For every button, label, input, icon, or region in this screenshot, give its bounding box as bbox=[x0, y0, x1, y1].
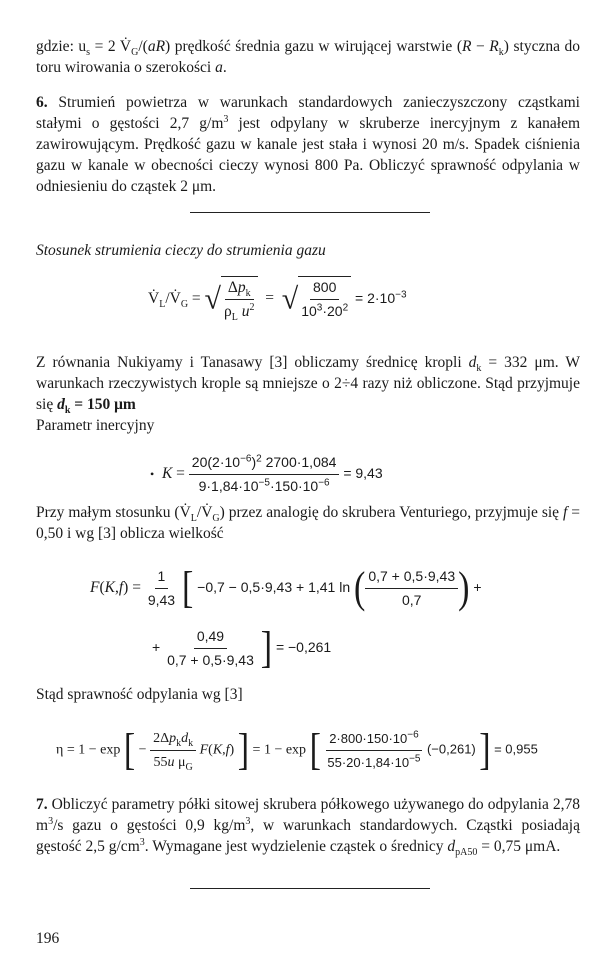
eq2-result: = 9,43 bbox=[343, 465, 383, 482]
eq1-lhs: $V̇_L/V̇_G$ = bbox=[148, 289, 201, 310]
eq3-pre-den: 9,43 bbox=[147, 592, 176, 608]
eq2-den: $9\cdot 1,84\cdot 10^{-5}\cdot 150\cdot 10^{-6}$ bbox=[198, 477, 330, 494]
eq4-fval: (−0,261) bbox=[426, 741, 476, 757]
eq2-num: $20(2\cdot 10^{-6})^2$ 2700·1,084 bbox=[189, 452, 340, 475]
eq1-num2: 800 bbox=[310, 277, 339, 300]
eq3-result: = −0,261 bbox=[275, 639, 332, 656]
equation-inertial-parameter bbox=[150, 452, 383, 497]
eq4-minus: − bbox=[138, 742, 147, 758]
heading-ratio bbox=[36, 240, 580, 261]
paragraph-nukiyama bbox=[36, 352, 580, 436]
right-paren-icon: ) bbox=[458, 563, 470, 612]
equation-function-line-2 bbox=[152, 623, 332, 672]
eq4-num1: $2\Delta p_kd_k$ bbox=[150, 728, 196, 751]
right-bracket-icon: ] bbox=[237, 725, 250, 774]
eq4-result: = 0,955 bbox=[494, 741, 538, 757]
left-paren-icon: ( bbox=[354, 563, 366, 612]
inertial-parameter-label: Parametr inercyjny bbox=[36, 417, 155, 434]
eq3-plus2: + bbox=[152, 639, 161, 656]
equation-function-line-1 bbox=[90, 563, 482, 612]
paragraph-definition bbox=[36, 36, 580, 78]
eq4-den2: $55\cdot 20\cdot 1,84\cdot 10^{-5}$ bbox=[327, 753, 421, 770]
eq3-f2-den: 0,7 + 0,5·9,43 bbox=[167, 652, 254, 668]
eq3-ln-num: 0,7 + 0,5·9,43 bbox=[365, 566, 458, 589]
right-bracket-icon: ] bbox=[479, 725, 491, 774]
eq3-ln-den: 0,7 bbox=[401, 592, 422, 608]
eq4-den1: 55u $\mu_G$ bbox=[153, 755, 193, 773]
eq4-num2: $2\cdot 800\cdot 150\cdot 10^{-6}$ bbox=[326, 728, 421, 751]
section-divider-2 bbox=[190, 888, 430, 889]
problem-6 bbox=[36, 92, 580, 197]
left-bracket-icon: [ bbox=[181, 563, 194, 612]
problem-6-text: 6. Strumień powietrza w warunkach standardowych zanieczyszczony cząstkami stałymi o gęstości 2,7 $g/m^3$ jest odpylany w skruberze inercyjnym z kanałem zawirowującym. Prędkość gazu w kanale jest stała i wynosi 20 m/s. Spadek ciśnienia gazu w kanale w obecności cieczy wynosi 800 Pa. Obliczyć sprawność odpylania w odniesieniu do cząstek 2 μm. bbox=[36, 94, 581, 195]
eq4-fk: F(K,f) bbox=[199, 742, 235, 758]
problem-7 bbox=[36, 794, 580, 857]
ratio-text: Stosunek strumienia cieczy do strumienia gazu bbox=[36, 242, 326, 259]
text-definition: gdzie: $u_s = 2$ $V̇_G/(aR)$ prędkość średnia gazu w wirującej warstwie $(R - R_k)$ styczna do toru wirowania o szerokości a. bbox=[36, 38, 580, 76]
problem-7-text: 7. Obliczyć parametry półki sitowej skrubera półkowego używanego do odpylania 2,78 $m^3/s$ gazu o gęstości 0,9 $kg/m^3$, w warunkach standardowych. Cząstki posiadają gęstość 2,5 $g/cm^3$. Wymagane jest wydzielenie cząstek o średnicy $d_{pA50} = 0,75$ μmA. bbox=[36, 796, 580, 859]
eq1-den1: $\rho_L$ $u^2$ bbox=[224, 301, 255, 324]
paragraph-efficiency bbox=[36, 684, 580, 705]
eq4-eq: = 1 − exp bbox=[252, 742, 307, 758]
eq1-result: = $2\cdot 10^{-3}$ bbox=[355, 288, 407, 306]
eq3-lhs: F(K,f) = bbox=[90, 579, 141, 597]
eq3-plus: + bbox=[473, 579, 482, 596]
sqrt-icon: √ bbox=[281, 282, 299, 316]
eq3-f2-num: 0,49 bbox=[194, 626, 227, 649]
eq1-num1: $\Delta p_k$ bbox=[225, 277, 254, 300]
sqrt-icon: √ bbox=[204, 282, 222, 316]
eq4-lhs: η = 1 − exp bbox=[56, 742, 121, 758]
eq1-den2: $10^3\cdot 20^2$ bbox=[301, 302, 349, 319]
equation-liquid-gas-ratio: $V̇_L/V̇_G$ = √ $\frac{\Delta p_k}{\rho_L u^2}$ = √ $\frac{800}{10^3\cdot 20^2}$ = $2\cdot 10^{-3}$ bbox=[148, 276, 407, 322]
eq3-pre-num: 1 bbox=[155, 566, 169, 589]
paragraph-venturi bbox=[36, 502, 580, 544]
left-bracket-icon: [ bbox=[309, 725, 321, 774]
eq2-lhs: K = bbox=[161, 465, 185, 483]
nukiyama-text: Z równania Nukiyamy i Tanasawy [3] obliczamy średnicę kropli $d_k = 332$ μm. W warunkach rzeczywistych krople są mniejsze o 2÷4 razy niż obliczone. Stąd przyjmuje się $d_k = 150$ μm bbox=[36, 354, 580, 417]
right-bracket-icon: ] bbox=[260, 623, 273, 672]
efficiency-text: Stąd sprawność odpylania wg [3] bbox=[36, 686, 243, 703]
page-number: 196 bbox=[36, 930, 60, 947]
venturi-text: Przy małym stosunku $(V̇_L/V̇_G)$ przez analogię do skrubera Venturiego, przyjmuje się f = 0,50 i wg [3] oblicza wielkość bbox=[36, 504, 581, 542]
equation-efficiency bbox=[56, 725, 538, 774]
section-divider-1 bbox=[190, 212, 430, 213]
eq3-mid: −0,7 − 0,5·9,43 + 1,41 ln bbox=[197, 579, 351, 596]
bullet-mark: • bbox=[150, 467, 155, 481]
left-bracket-icon: [ bbox=[123, 725, 136, 774]
